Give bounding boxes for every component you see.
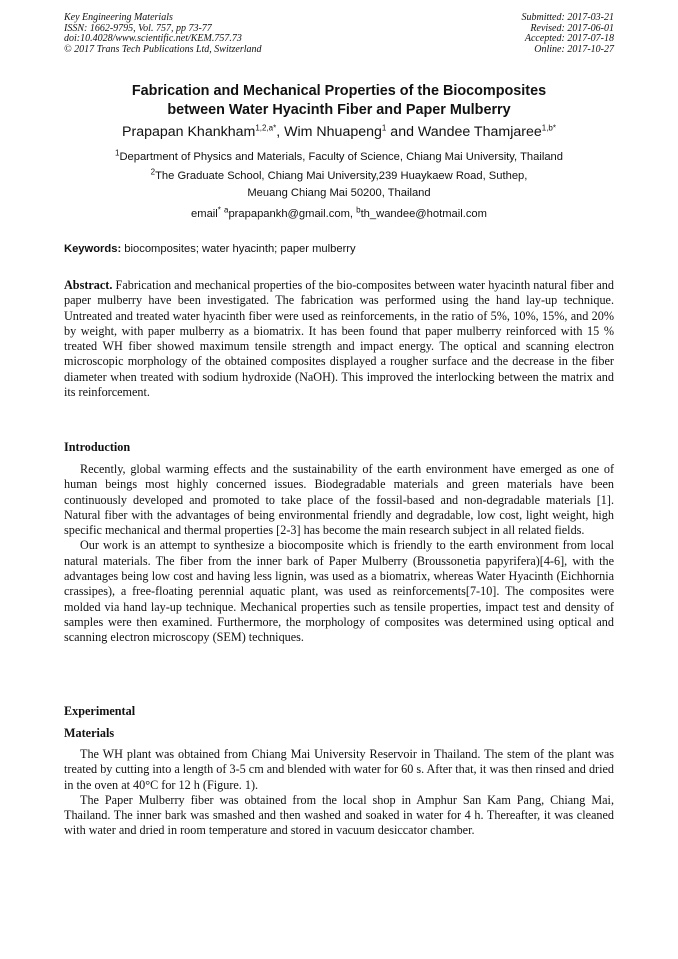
keywords-label: Keywords:: [64, 243, 122, 255]
paragraph: The WH plant was obtained from Chiang Mai University Reservoir in Thailand. The stem of the plant was treated by cutting into a length of 3-5 cm and blended with water for 60 s. After that, it was then rinsed and dried in the oven at 40°C for 12 h (Figure. 1).: [64, 747, 614, 792]
author-separator: and: [386, 124, 418, 140]
subsection-heading-materials: Materials: [64, 726, 115, 740]
affiliation-text: The Graduate School, Chiang Mai University,239 Huaykaew Road, Suthep,: [155, 170, 528, 182]
author-separator: ,: [276, 124, 285, 140]
author-list: [20, 123, 658, 141]
affiliation-mark: 1: [114, 148, 120, 158]
author-affiliation-mark: 1,b*: [541, 123, 556, 133]
journal-doi: doi:10.4028/www.scientific.net/KEM.757.73: [64, 33, 242, 45]
email-mark-a: a: [224, 205, 229, 215]
email-mark-b: b: [356, 205, 361, 215]
affiliation-mark: 2: [150, 167, 156, 177]
materials-body: [64, 747, 614, 839]
email-label-mark: *: [217, 205, 221, 215]
keywords: [64, 241, 356, 257]
affiliation-1: [40, 149, 638, 166]
journal-issn: ISSN: 1662-9795, Vol. 757, pp 73-77: [64, 22, 212, 34]
email-link[interactable]: th_wandee@hotmail.com: [360, 208, 487, 220]
affiliation-text: Meuang Chiang Mai 50200, Thailand: [247, 187, 431, 199]
paragraph: The Paper Mulberry fiber was obtained from the local shop in Amphur San Kam Pang, Chiang Mai, Thailand. The inner bark was smashed and then washed and soaked in water for 4 h. Thereafter, it was cleaned with water and dried in room temperature and stored in vacuum desiccator chamber.: [64, 792, 614, 838]
journal-info: [64, 13, 262, 55]
email-line: [40, 206, 638, 222]
abstract-label: Abstract.: [64, 278, 113, 292]
title-line-2: between Water Hyacinth Fiber and Paper Mulberry: [167, 102, 511, 118]
email-label: email: [191, 208, 218, 220]
date-online: Online: 2017-10-27: [534, 43, 614, 55]
affiliation-text: Department of Physics and Materials, Faculty of Science, Chiang Mai University, Thailand: [119, 151, 563, 163]
date-accepted: Accepted: 2017-07-18: [524, 33, 614, 45]
section-heading-introduction: Introduction: [64, 440, 131, 454]
date-submitted: Submitted: 2017-03-21: [521, 12, 614, 23]
journal-name: Key Engineering Materials: [64, 12, 173, 23]
title-line-1: Fabrication and Mechanical Properties of the Biocomposites: [131, 83, 547, 99]
author-name: Wandee Thamjaree: [417, 124, 542, 140]
author-name: Prapapan Khankham: [122, 124, 256, 140]
introduction-body: [64, 462, 614, 646]
author-name: Wim Nhuapeng: [284, 124, 382, 140]
keywords-text: biocomposites; water hyacinth; paper mulberry: [121, 243, 356, 255]
paper-title: [40, 82, 638, 120]
affiliation-2: [40, 168, 638, 202]
paragraph: Recently, global warming effects and the sustainability of the earth environment have emerged as one of human beings most highly concerned issues. Biodegradable materials and green materials have been continuously developed and promoted to take place of the fossil-based and non-degradable materials [1]. Natural fiber with the advantages of being environmental friendly and degradable, low cost, light weight, high specific mechanical and thermal properties [2-3] has become the main research subject in all related fields.: [64, 462, 614, 538]
journal-copyright: © 2017 Trans Tech Publications Ltd, Switzerland: [64, 43, 262, 55]
date-revised: Revised: 2017-06-01: [530, 22, 614, 34]
author-affiliation-mark: 1,2,a*: [255, 123, 277, 133]
publication-dates: [522, 13, 615, 55]
author-affiliation-mark: 1: [381, 123, 387, 133]
paragraph: Our work is an attempt to synthesize a biocomposite which is friendly to the earth environment from local natural materials. The fiber from the inner bark of Paper Mulberry (Broussonetia papyrifera)[4-6], with the advantages being low cost and having less lignin, was used as a biomatrix, whereas Water Hyacinth (Eichhornia crassipes), a free-floating perennial aquatic plant, was used as reinforcements[7-10]. The composites were molded via hand lay-up technique. Mechanical properties such as tensile properties, impact test and density of samples were then examined. Furthermore, the morphology of composites was determined using optical and scanning electron microscopy (SEM) techniques.: [64, 538, 614, 645]
email-link[interactable]: prapapankh@gmail.com,: [228, 208, 357, 220]
abstract: [64, 278, 614, 400]
section-heading-experimental: Experimental: [64, 704, 136, 718]
abstract-text: Fabrication and mechanical properties of the bio-composites between water hyacinth natural fiber and paper mulberry have been investigated. The fabrication was performed using the hand lay-up technique. Untreated and treated water hyacinth fiber were used as reinforcements, in the ratio of 5%, 10%, 15%, and 20% by weight, with paper mulberry as a biomatrix. It has been found that paper mulberry reinforced with 15 % treated WH fiber showed maximum tensile strength and impact energy. The optical and scanning electron microscopic morphology of the obtained composites displayed a rougher surface and the decrease in the fiber diameter when treated with sodium hydroxide (NaOH). This improved the interlocking between the matrix and its reinforcement.: [64, 278, 614, 400]
